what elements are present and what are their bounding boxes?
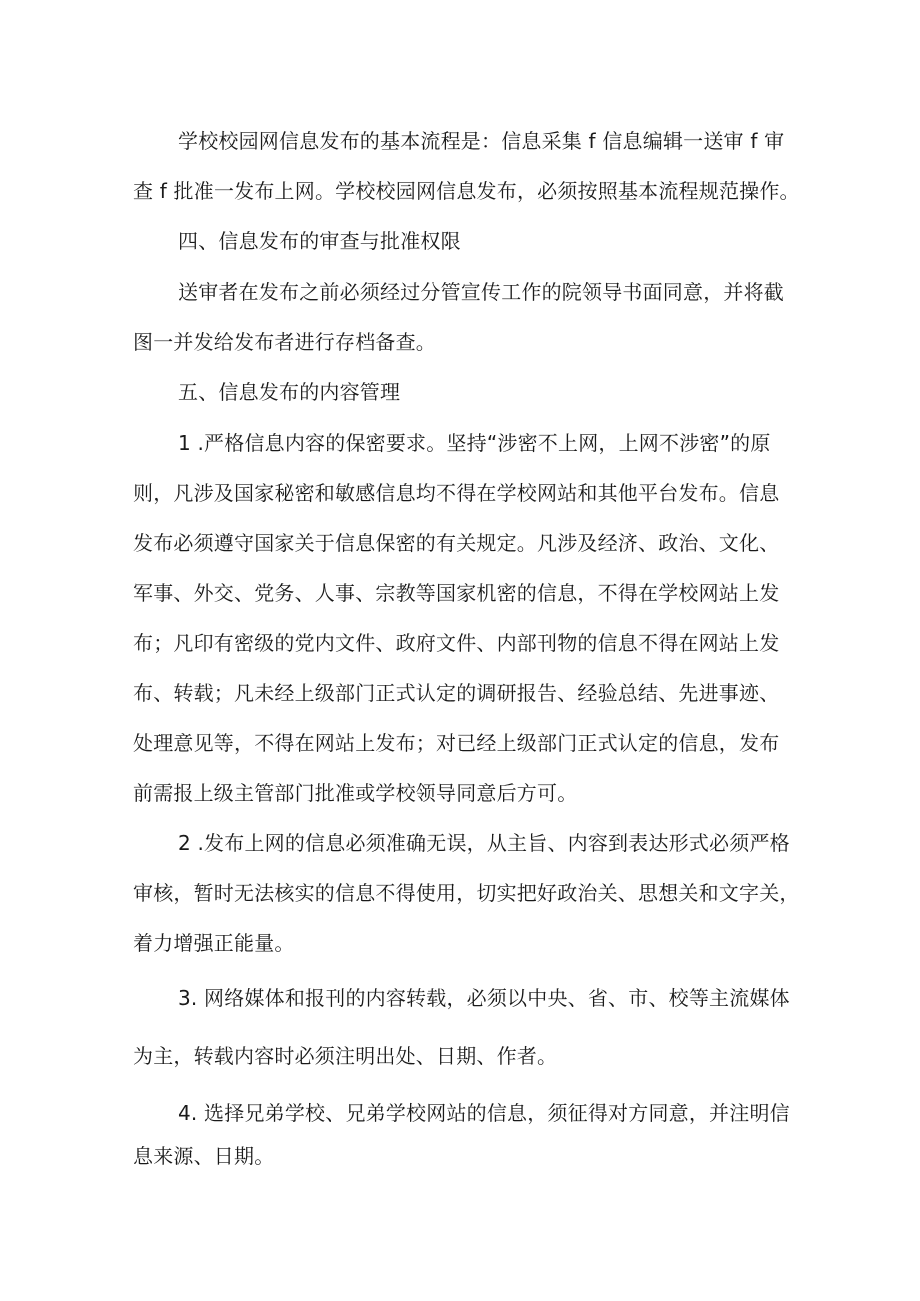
text-line: 前需报上级主管部门批准或学校领导同意后方可。	[133, 781, 578, 805]
text-line: 息来源、日期。	[133, 1144, 275, 1168]
text-line: 1 .严格信息内容的保密要求。坚持“涉密不上网，上网不涉密”的原	[178, 431, 771, 455]
text-line: 发布必须遵守国家关于信息保密的有关规定。凡涉及经济、政治、文化、	[133, 531, 780, 555]
section-heading: 五、信息发布的内容管理	[178, 380, 401, 404]
text-line: 布、转载；凡未经上级部门正式认定的调研报告、经验总结、先进事迹、	[133, 681, 780, 705]
text-line: 查 f 批准一发布上网。学校校园网信息发布，必须按照基本流程规范操作。	[133, 179, 800, 203]
text-line: 为主，转载内容时必须注明出处、日期、作者。	[133, 1044, 558, 1068]
text-line: 2 .发布上网的信息必须准确无误，从主旨、内容到表达形式必须严格	[178, 831, 790, 855]
text-line: 4. 选择兄弟学校、兄弟学校网站的信息，须征得对方同意，并注明信	[178, 1101, 790, 1125]
text-line: 送审者在发布之前必须经过分管宣传工作的院领导书面同意，并将截	[178, 280, 784, 304]
text-line: 则，凡涉及国家秘密和敏感信息均不得在学校网站和其他平台发布。信息	[133, 481, 780, 505]
section-heading: 四、信息发布的审查与批准权限	[178, 229, 461, 253]
text-line: 处理意见等，不得在网站上发布；对已经上级部门正式认定的信息，发布	[133, 731, 780, 755]
text-line: 审核，暂时无法核实的信息不得使用，切实把好政治关、思想关和文字关，	[133, 881, 800, 905]
text-line: 着力增强正能量。	[133, 931, 295, 955]
text-line: 军事、外交、党务、人事、宗教等国家机密的信息，不得在学校网站上发	[133, 581, 780, 605]
text-line: 3. 网络媒体和报刊的内容转载，必须以中央、省、市、校等主流媒体	[178, 986, 790, 1010]
text-line: 布；凡印有密级的党内文件、政府文件、内部刊物的信息不得在网站上发	[133, 631, 780, 655]
text-line: 图一并发给发布者进行存档备查。	[133, 330, 436, 354]
text-line: 学校校园网信息发布的基本流程是：信息采集 f 信息编辑一送审 f 审	[178, 129, 785, 153]
